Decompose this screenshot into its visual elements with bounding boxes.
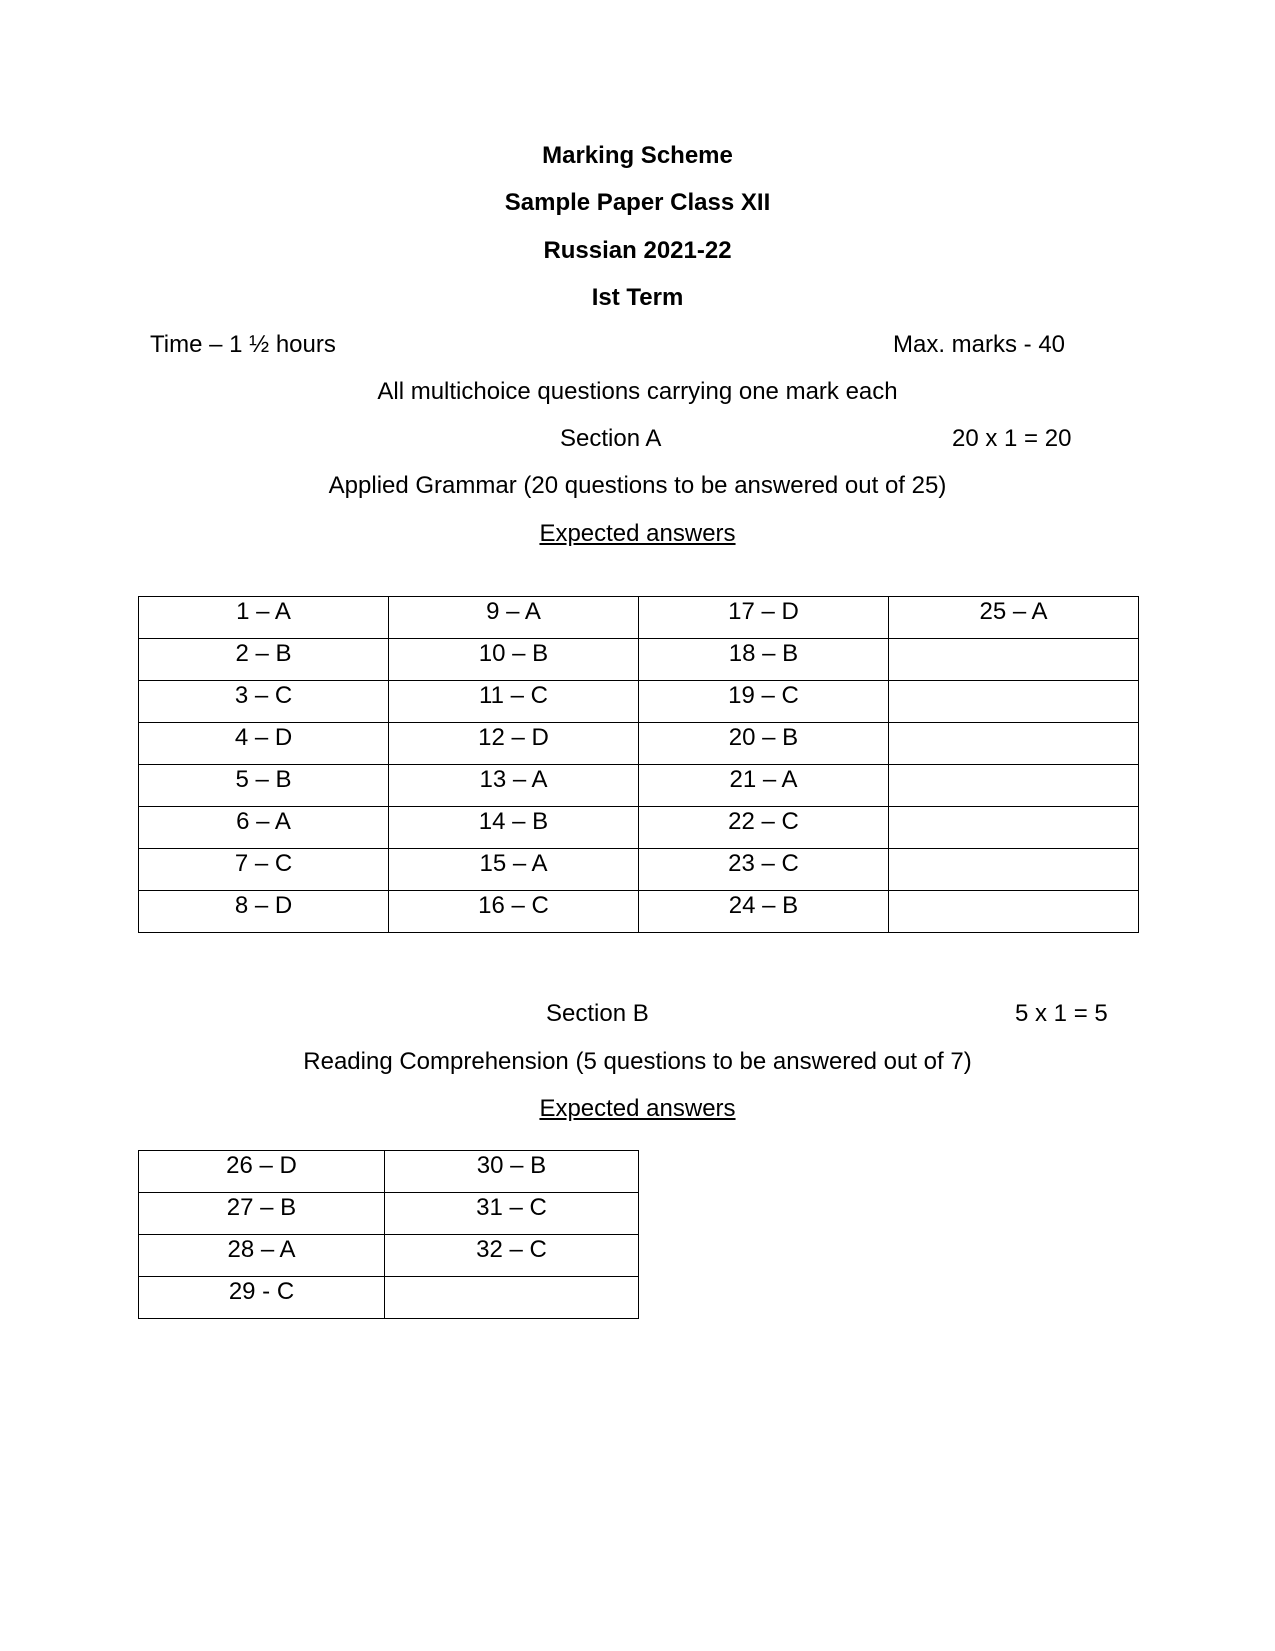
- section-b-answers-heading: Expected answers: [539, 1095, 736, 1122]
- answer-cell: 21 – A: [639, 765, 889, 807]
- answer-cell: 17 – D: [639, 597, 889, 639]
- section-b-answer-table: [138, 1150, 639, 1319]
- document-subtitle: Sample Paper Class XII: [504, 189, 771, 216]
- answer-cell: 6 – A: [139, 807, 389, 849]
- answer-cell: 1 – A: [139, 597, 389, 639]
- table-row: [139, 1235, 639, 1277]
- table-row: [139, 681, 1139, 723]
- table-row: [139, 597, 1139, 639]
- answer-cell: 31 – C: [385, 1193, 639, 1235]
- answer-cell: 9 – A: [389, 597, 639, 639]
- section-a-marks: 20 x 1 = 20: [952, 425, 1072, 452]
- answer-cell: [889, 807, 1139, 849]
- answer-cell: 26 – D: [139, 1151, 385, 1193]
- answer-cell: [889, 849, 1139, 891]
- table-row: [139, 849, 1139, 891]
- answer-cell: [889, 891, 1139, 933]
- section-b-description: Reading Comprehension (5 questions to be answered out of 7): [303, 1048, 972, 1075]
- answer-cell: 12 – D: [389, 723, 639, 765]
- answer-cell: 13 – A: [389, 765, 639, 807]
- document-title: Marking Scheme: [542, 142, 733, 169]
- answer-cell: 2 – B: [139, 639, 389, 681]
- term-label: Ist Term: [591, 284, 684, 311]
- section-b-marks: 5 x 1 = 5: [1015, 1000, 1108, 1027]
- answer-cell: 30 – B: [385, 1151, 639, 1193]
- answer-cell: 25 – A: [889, 597, 1139, 639]
- answer-cell: 24 – B: [639, 891, 889, 933]
- answer-cell: 16 – C: [389, 891, 639, 933]
- section-b-label: Section B: [546, 1000, 649, 1027]
- table-row: [139, 723, 1139, 765]
- instruction-text: All multichoice questions carrying one mark each: [377, 378, 898, 405]
- time-allowed: Time – 1 ½ hours: [150, 331, 336, 358]
- table-row: [139, 891, 1139, 933]
- table-row: [139, 1277, 639, 1319]
- answer-cell: 22 – C: [639, 807, 889, 849]
- table-row: [139, 765, 1139, 807]
- table-row: [139, 1151, 639, 1193]
- answer-cell: 27 – B: [139, 1193, 385, 1235]
- answer-cell: 23 – C: [639, 849, 889, 891]
- section-a-answers-heading: Expected answers: [539, 520, 736, 547]
- answer-cell: 20 – B: [639, 723, 889, 765]
- table-row: [139, 807, 1139, 849]
- table-row: [139, 639, 1139, 681]
- answer-cell: [889, 765, 1139, 807]
- section-a-label: Section A: [560, 425, 662, 452]
- answer-cell: 7 – C: [139, 849, 389, 891]
- answer-cell: 3 – C: [139, 681, 389, 723]
- answer-cell: 28 – A: [139, 1235, 385, 1277]
- section-a-answer-table: [138, 596, 1139, 933]
- section-a-description: Applied Grammar (20 questions to be answered out of 25): [328, 472, 947, 499]
- answer-cell: 4 – D: [139, 723, 389, 765]
- subject-year: Russian 2021-22: [543, 237, 732, 264]
- answer-cell: 5 – B: [139, 765, 389, 807]
- answer-cell: 32 – C: [385, 1235, 639, 1277]
- answer-cell: 18 – B: [639, 639, 889, 681]
- answer-cell: 8 – D: [139, 891, 389, 933]
- answer-cell: 11 – C: [389, 681, 639, 723]
- max-marks: Max. marks - 40: [893, 331, 1066, 358]
- answer-cell: 29 - C: [139, 1277, 385, 1319]
- answer-cell: 19 – C: [639, 681, 889, 723]
- answer-cell: [385, 1277, 639, 1319]
- answer-cell: [889, 723, 1139, 765]
- answer-cell: 14 – B: [389, 807, 639, 849]
- answer-cell: 10 – B: [389, 639, 639, 681]
- answer-cell: 15 – A: [389, 849, 639, 891]
- table-row: [139, 1193, 639, 1235]
- answer-cell: [889, 639, 1139, 681]
- answer-cell: [889, 681, 1139, 723]
